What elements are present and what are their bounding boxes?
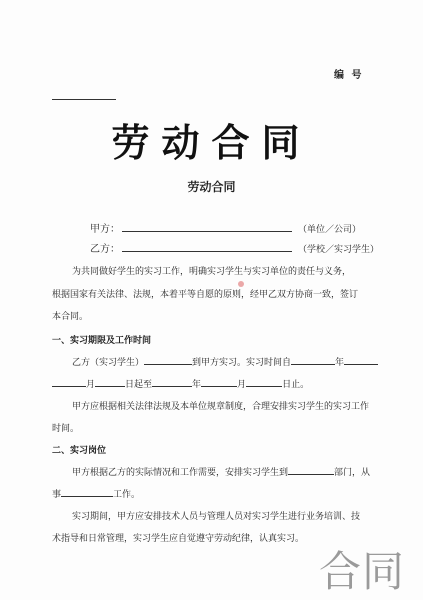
section-2-heading: 二、实习岗位: [52, 446, 107, 456]
section-1-l2-e: 日止。: [282, 380, 310, 390]
section-1-l1-c: 年: [335, 358, 345, 368]
end-month-blank[interactable]: [201, 378, 237, 387]
red-dot-mark: [238, 281, 244, 287]
start-month-blank[interactable]: [344, 356, 378, 365]
document-number-label: 编 号: [334, 70, 364, 81]
job-blank[interactable]: [61, 488, 113, 497]
main-title: 劳动合同: [111, 121, 312, 165]
sub-title: 劳动合同: [187, 180, 236, 194]
section-2-line-1: [72, 466, 370, 479]
section-2-line-2: [52, 488, 140, 501]
section-1-heading: 一、实习期限及工作时间: [52, 336, 152, 346]
section-1-line-1: [72, 356, 378, 369]
section-1-l2-c: 年: [192, 380, 202, 390]
intro-line-3: 本合同。: [52, 312, 89, 322]
start-year-blank[interactable]: [291, 356, 335, 365]
start-month-cont-blank[interactable]: [52, 378, 86, 387]
party-b-label: 乙方：: [90, 244, 120, 255]
start-day-blank[interactable]: [95, 378, 125, 387]
section-1-para-2-line-2: 时间。: [52, 424, 80, 434]
section-2-l1-b: 部门，从: [334, 468, 371, 478]
party-b-blank[interactable]: [122, 242, 292, 252]
party-a-line: [90, 222, 361, 236]
section-1-l1-a: 乙方（实习学生）: [72, 358, 145, 368]
section-2-para-2-line-2: 术指导和日常管理，实习学生应自觉遵守劳动纪律，认真实习。: [52, 534, 305, 544]
section-1-l2-d: 月: [237, 380, 247, 390]
student-name-blank[interactable]: [144, 356, 192, 365]
section-1-l1-b: 到甲方实习。实习时间自: [192, 358, 292, 368]
party-a-blank[interactable]: [122, 222, 292, 232]
section-1-l2-b: 日起至: [125, 380, 153, 390]
section-1-l2-a: 月: [86, 380, 96, 390]
end-year-blank[interactable]: [152, 378, 192, 387]
section-2-l2-a: 事: [52, 490, 62, 500]
department-blank[interactable]: [288, 466, 334, 475]
end-day-blank[interactable]: [246, 378, 282, 387]
section-2-l1-a: 甲方根据乙方的实际情况和工作需要，安排实习学生到: [72, 468, 289, 478]
top-rule: [52, 99, 116, 100]
section-2-l2-b: 工作。: [113, 490, 141, 500]
section-1-para-2-line-1: 甲方应根据相关法律法规及本单位规章制度，合理安排实习学生的实习工作: [72, 402, 370, 412]
section-1-line-2: [52, 378, 309, 391]
section-2-para-2-line-1: 实习期间，甲方应安排技术人员与管理人员对实习学生进行业务培训、技: [72, 512, 361, 522]
party-a-note: （单位／公司）: [298, 225, 362, 235]
intro-line-2: 根据国家有关法律、法规，本着平等自愿的原则，经甲乙双方协商一致，签订: [52, 290, 359, 300]
party-b-line: [90, 242, 379, 256]
party-b-note: （学校／实习学生）: [298, 245, 380, 255]
watermark-text: 合同: [319, 547, 406, 596]
intro-line-1: 为共同做好学生的实习工作，明确实习学生与实习单位的责任与义务，: [72, 267, 352, 277]
party-a-label: 甲方：: [90, 224, 120, 235]
